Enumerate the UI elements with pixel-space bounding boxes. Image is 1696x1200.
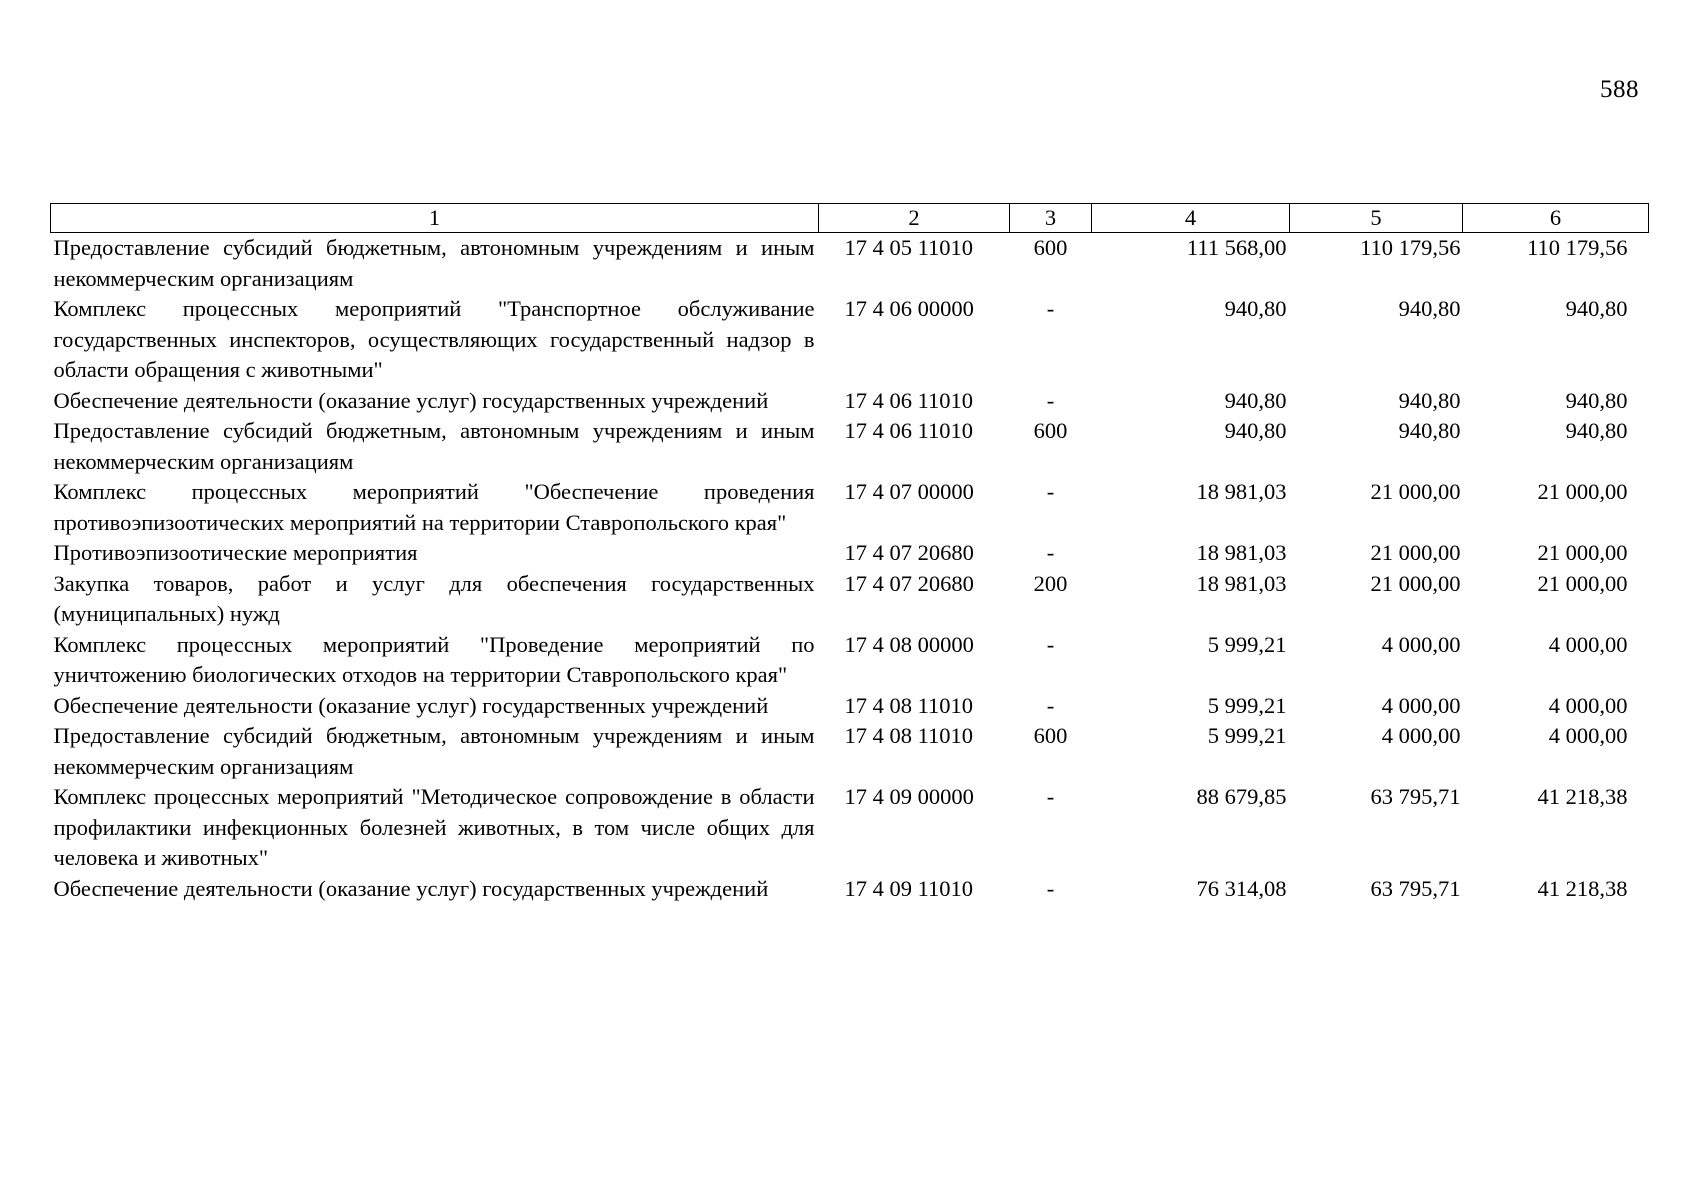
- row-value-1: 76 314,08: [1196, 875, 1287, 901]
- row-code: 17 4 07 20680: [844, 540, 974, 565]
- row-code: 17 4 06 11010: [844, 387, 974, 413]
- row-value-1: 88 679,85: [1196, 784, 1287, 809]
- table-row: [51, 233, 1649, 295]
- table-row: [51, 721, 1649, 782]
- row-value-2: 63 795,71: [1370, 875, 1461, 901]
- row-code: 17 4 06 00000: [844, 296, 974, 321]
- row-value-1: 5 999,21: [1207, 692, 1287, 718]
- column-header-1: 1: [51, 204, 819, 233]
- row-value-3: 940,80: [1565, 418, 1628, 443]
- row-name: Комплекс процессных мероприятий "Проведение мероприятий по уничтожению биологических отходов на территории Ставропольского края": [53, 631, 815, 687]
- row-value-3: 21 000,00: [1537, 479, 1628, 504]
- row-name: Обеспечение деятельности (оказание услуг) государственных учреждений: [53, 387, 769, 413]
- row-value-1: 18 981,03: [1196, 570, 1287, 596]
- row-value-1: 940,80: [1224, 387, 1287, 413]
- row-value-3: 940,80: [1565, 296, 1628, 321]
- row-value-3: 21 000,00: [1537, 540, 1628, 565]
- row-code: 17 4 07 00000: [844, 479, 974, 504]
- row-name: Обеспечение деятельности (оказание услуг) государственных учреждений: [53, 692, 769, 718]
- row-value-3: 4 000,00: [1548, 631, 1628, 657]
- row-value-2: 940,80: [1398, 418, 1461, 443]
- row-name: Предоставление субсидий бюджетным, автономным учреждениям и иным некоммерческим организациям: [53, 723, 815, 779]
- row-code: 17 4 09 11010: [844, 875, 974, 901]
- table-row: [51, 630, 1649, 691]
- table-row: [51, 538, 1649, 569]
- row-code: 17 4 07 20680: [844, 570, 974, 596]
- row-value-2: 940,80: [1398, 296, 1461, 321]
- row-type: -: [1046, 692, 1055, 718]
- row-value-3: 4 000,00: [1548, 692, 1628, 718]
- row-value-3: 110 179,56: [1527, 235, 1628, 260]
- row-name: Противоэпизоотические мероприятия: [53, 540, 418, 565]
- table-row: [51, 782, 1649, 874]
- row-value-1: 111 568,00: [1186, 235, 1287, 260]
- row-code: 17 4 08 00000: [844, 631, 974, 657]
- column-header-2: 2: [819, 204, 1010, 233]
- row-type: -: [1046, 479, 1055, 504]
- row-value-2: 21 000,00: [1370, 570, 1461, 596]
- row-type: 200: [1033, 570, 1068, 596]
- row-value-3: 4 000,00: [1548, 723, 1628, 748]
- table-row: [51, 569, 1649, 630]
- table-row: [51, 416, 1649, 477]
- row-value-2: 4 000,00: [1381, 723, 1461, 748]
- row-value-1: 5 999,21: [1207, 631, 1287, 657]
- row-value-1: 18 981,03: [1196, 479, 1287, 504]
- row-code: 17 4 05 11010: [844, 235, 974, 260]
- row-value-3: 41 218,38: [1537, 784, 1628, 809]
- row-name: Обеспечение деятельности (оказание услуг) государственных учреждений: [53, 875, 769, 901]
- row-value-3: 21 000,00: [1537, 570, 1628, 596]
- table-row: [51, 874, 1649, 905]
- row-value-2: 63 795,71: [1370, 784, 1461, 809]
- column-header-6: 6: [1463, 204, 1649, 233]
- row-code: 17 4 08 11010: [844, 723, 974, 748]
- row-value-2: 4 000,00: [1381, 692, 1461, 718]
- row-type: -: [1046, 784, 1055, 809]
- row-type: 600: [1033, 723, 1068, 748]
- page-number: 588: [1600, 76, 1639, 103]
- row-type: -: [1046, 296, 1055, 321]
- row-type: -: [1046, 631, 1055, 657]
- column-header-4: 4: [1092, 204, 1290, 233]
- table-row: [51, 294, 1649, 386]
- row-value-2: 21 000,00: [1370, 540, 1461, 565]
- table-row: [51, 477, 1649, 538]
- row-type: 600: [1033, 418, 1068, 443]
- row-value-3: 41 218,38: [1537, 875, 1628, 901]
- row-value-2: 110 179,56: [1360, 235, 1461, 260]
- table-row: [51, 386, 1649, 417]
- column-header-3: 3: [1010, 204, 1092, 233]
- table-row: [51, 691, 1649, 722]
- row-code: 17 4 09 00000: [844, 784, 974, 809]
- row-value-1: 940,80: [1224, 418, 1287, 443]
- row-code: 17 4 08 11010: [844, 692, 974, 718]
- row-value-1: 940,80: [1224, 296, 1287, 321]
- row-name: Предоставление субсидий бюджетным, автономным учреждениям и иным некоммерческим организациям: [53, 418, 815, 474]
- row-type: -: [1046, 875, 1055, 901]
- row-name: Закупка товаров, работ и услуг для обеспечения государственных (муниципальных) нужд: [53, 570, 815, 626]
- row-value-2: 940,80: [1398, 387, 1461, 413]
- row-value-3: 940,80: [1565, 387, 1628, 413]
- row-value-1: 5 999,21: [1207, 723, 1287, 748]
- row-value-2: 21 000,00: [1370, 479, 1461, 504]
- row-code: 17 4 06 11010: [844, 418, 974, 443]
- row-name: Предоставление субсидий бюджетным, автономным учреждениям и иным некоммерческим организациям: [53, 235, 815, 291]
- column-header-5: 5: [1290, 204, 1463, 233]
- row-name: Комплекс процессных мероприятий "Методическое сопровождение в области профилактики инфекционных болезней животных, в том числе общих для человека и животных": [53, 784, 815, 870]
- row-type: 600: [1033, 235, 1068, 260]
- row-type: -: [1046, 387, 1055, 413]
- table-header-row: [51, 204, 1649, 233]
- row-value-1: 18 981,03: [1196, 540, 1287, 565]
- row-type: -: [1046, 540, 1055, 565]
- row-name: Комплекс процессных мероприятий "Транспортное обслуживание государственных инспекторов, осуществляющих государственный надзор в области обращения с животными": [53, 296, 815, 382]
- row-value-2: 4 000,00: [1381, 631, 1461, 657]
- budget-table: [50, 203, 1649, 904]
- row-name: Комплекс процессных мероприятий "Обеспечение проведения противоэпизоотических мероприятий на территории Ставропольского края": [53, 479, 815, 535]
